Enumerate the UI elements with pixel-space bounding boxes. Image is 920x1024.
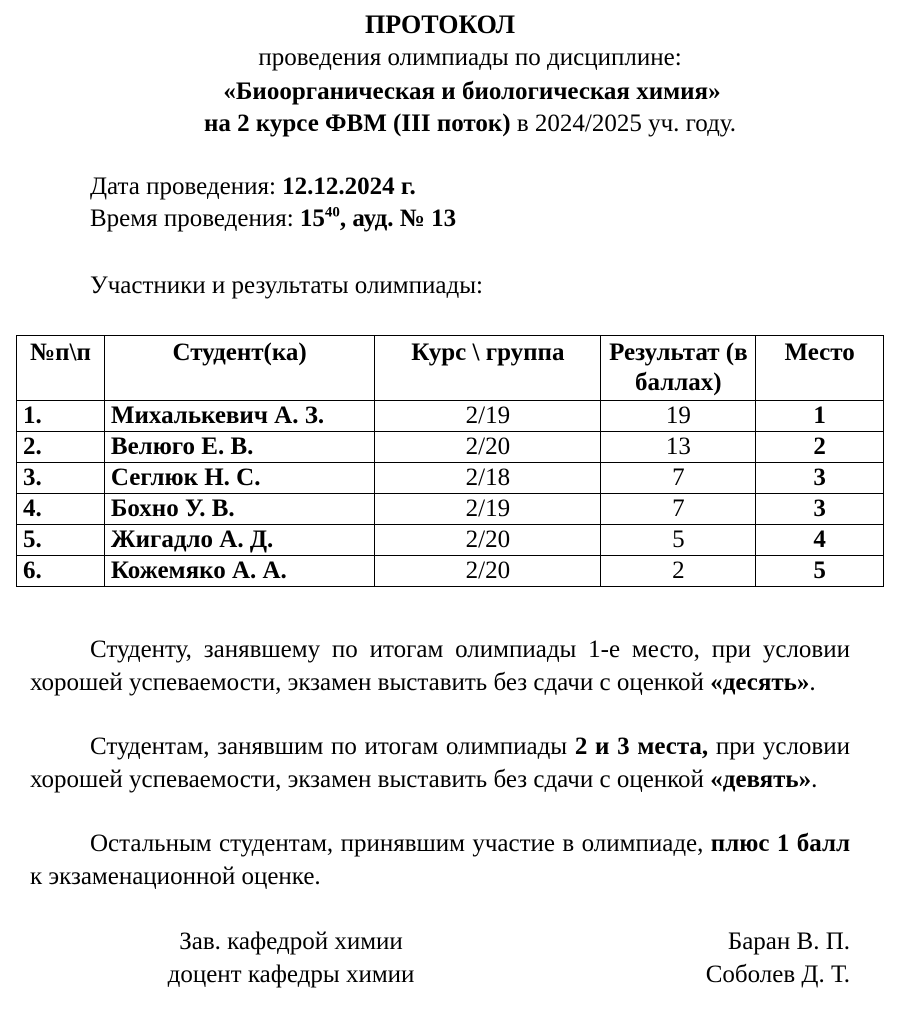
signature-titles bbox=[150, 925, 432, 991]
row-number: 5. bbox=[17, 525, 105, 556]
table-row bbox=[17, 401, 884, 432]
student-name: Жигадло А. Д. bbox=[104, 525, 374, 556]
header-group: Курс \ группа bbox=[375, 336, 601, 401]
course-year: в 2024/2025 уч. году. bbox=[510, 110, 737, 137]
student-group: 2/20 bbox=[375, 525, 601, 556]
student-group: 2/20 bbox=[375, 432, 601, 463]
date-line bbox=[90, 173, 416, 201]
signature-name-head: Баран В. П. bbox=[727, 928, 850, 955]
header-place: Место bbox=[756, 336, 884, 401]
table-row bbox=[17, 463, 884, 494]
course-line bbox=[0, 110, 920, 138]
student-score: 7 bbox=[601, 494, 756, 525]
student-name: Велюго Е. В. bbox=[104, 432, 374, 463]
time-line bbox=[90, 205, 456, 233]
student-name: Михалькевич А. З. bbox=[104, 401, 374, 432]
student-group: 2/19 bbox=[375, 494, 601, 525]
row-number: 6. bbox=[17, 556, 105, 587]
header-student: Студент(ка) bbox=[104, 336, 374, 401]
student-score: 13 bbox=[601, 432, 756, 463]
student-place: 4 bbox=[756, 525, 884, 556]
signature-title-head: Зав. кафедрой химии bbox=[179, 928, 403, 955]
row-number: 3. bbox=[17, 463, 105, 494]
results-table bbox=[16, 335, 884, 587]
paragraph-first-place: Студенту, занявшему по итогам олимпиады 1-е место, при условии хорошей успеваемости, экзамен выставить без сдачи с оценкой «десять». bbox=[30, 636, 850, 696]
header-result: Результат (в баллах) bbox=[601, 336, 756, 401]
paragraph-second-third-place: Студентам, занявшим по итогам олимпиады 2 и 3 места, при условии хорошей успеваемости, экзамен выставить без сдачи с оценкой «девять». bbox=[30, 733, 850, 793]
participants-heading: Участники и результаты олимпиады: bbox=[90, 272, 483, 299]
header-number: №п\п bbox=[17, 336, 105, 401]
student-score: 5 bbox=[601, 525, 756, 556]
time-value: $15^{40}$, ауд. № 13 bbox=[299, 204, 457, 232]
student-place: 3 bbox=[756, 463, 884, 494]
signature-title-docent: доцент кафедры химии bbox=[167, 961, 415, 988]
row-number: 2. bbox=[17, 432, 105, 463]
subtitle-line: проведения олимпиады по дисциплине: bbox=[258, 44, 682, 71]
student-place: 2 bbox=[756, 432, 884, 463]
discipline-name: «Биоорганическая и биологическая химия» bbox=[223, 78, 721, 105]
table-row bbox=[17, 525, 884, 556]
student-group: 2/20 bbox=[375, 556, 601, 587]
student-place: 5 bbox=[756, 556, 884, 587]
signature-names bbox=[640, 925, 850, 991]
document-title: ПРОТОКОЛ bbox=[365, 10, 515, 39]
table-row bbox=[17, 432, 884, 463]
student-score: 2 bbox=[601, 556, 756, 587]
time-label: Время проведения: bbox=[90, 205, 300, 232]
date-label: Дата проведения: bbox=[90, 173, 283, 200]
student-group: 2/19 bbox=[375, 401, 601, 432]
student-name: Кожемяко А. А. bbox=[104, 556, 374, 587]
student-name: Сеглюк Н. С. bbox=[104, 463, 374, 494]
row-number: 4. bbox=[17, 494, 105, 525]
row-number: 1. bbox=[17, 401, 105, 432]
student-score: 7 bbox=[601, 463, 756, 494]
student-score: 19 bbox=[601, 401, 756, 432]
table-header-row bbox=[17, 336, 884, 401]
paragraph-others: Остальным студентам, принявшим участие в олимпиаде, плюс 1 балл к экзаменационной оценке. bbox=[30, 830, 850, 890]
date-value: 12.12.2024 г. bbox=[282, 173, 416, 200]
student-group: 2/18 bbox=[375, 463, 601, 494]
course-bold: на 2 курсе ФВМ (III поток) bbox=[203, 110, 511, 137]
table-row bbox=[17, 556, 884, 587]
signature-name-docent: Соболев Д. Т. bbox=[705, 961, 850, 988]
student-name: Бохно У. В. bbox=[104, 494, 374, 525]
student-place: 3 bbox=[756, 494, 884, 525]
table-row bbox=[17, 494, 884, 525]
student-place: 1 bbox=[756, 401, 884, 432]
